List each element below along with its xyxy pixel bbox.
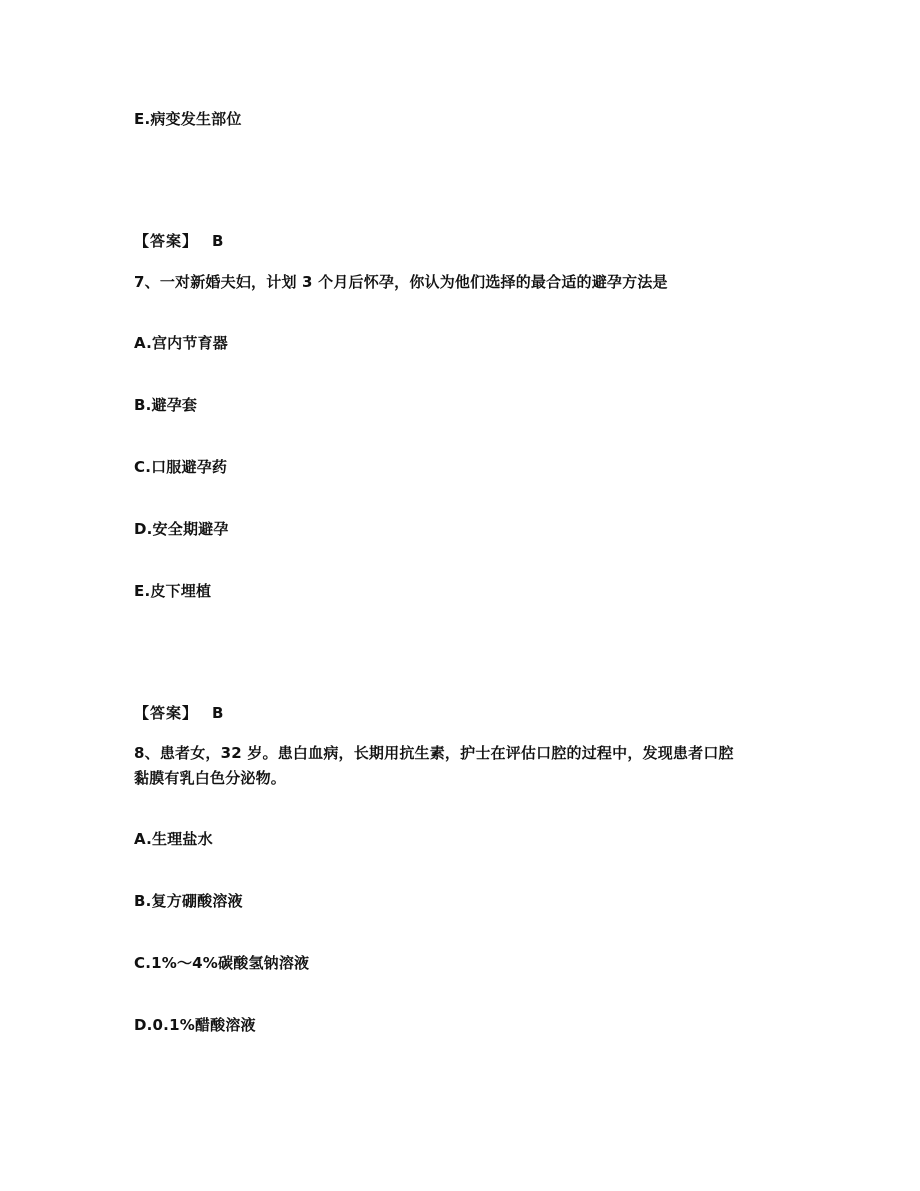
question-7-option-e: E.皮下埋植 bbox=[134, 582, 212, 600]
question-7-stem: 7、一对新婚夫妇，计划 3 个月后怀孕，你认为他们选择的最合适的避孕方法是 bbox=[134, 273, 668, 291]
question-8-option-b: B.复方硼酸溶液 bbox=[134, 892, 243, 910]
answer-value: B bbox=[212, 704, 224, 722]
question-7-option-b: B.避孕套 bbox=[134, 396, 198, 414]
option-e-prev: E.病变发生部位 bbox=[134, 110, 242, 128]
answer-tag: 【答案】 bbox=[134, 232, 199, 250]
question-8-stem-line2: 黏膜有乳白色分泌物。 bbox=[134, 769, 287, 787]
question-8-stem-line1: 8、患者女，32 岁。患白血病，长期用抗生素，护士在评估口腔的过程中，发现患者口腔 bbox=[134, 744, 734, 762]
question-8-option-a: A.生理盐水 bbox=[134, 830, 213, 848]
answer-block-7 bbox=[134, 700, 224, 726]
answer-tag: 【答案】 bbox=[134, 704, 199, 722]
question-8-option-c: C.1%～4%碳酸氢钠溶液 bbox=[134, 954, 310, 972]
question-7-option-d: D.安全期避孕 bbox=[134, 520, 229, 538]
answer-value: B bbox=[212, 232, 224, 250]
question-8-option-d: D.0.1%醋酸溶液 bbox=[134, 1016, 256, 1034]
question-7-option-a: A.宫内节育器 bbox=[134, 334, 228, 352]
question-7-option-c: C.口服避孕药 bbox=[134, 458, 228, 476]
answer-block-6 bbox=[134, 228, 224, 254]
